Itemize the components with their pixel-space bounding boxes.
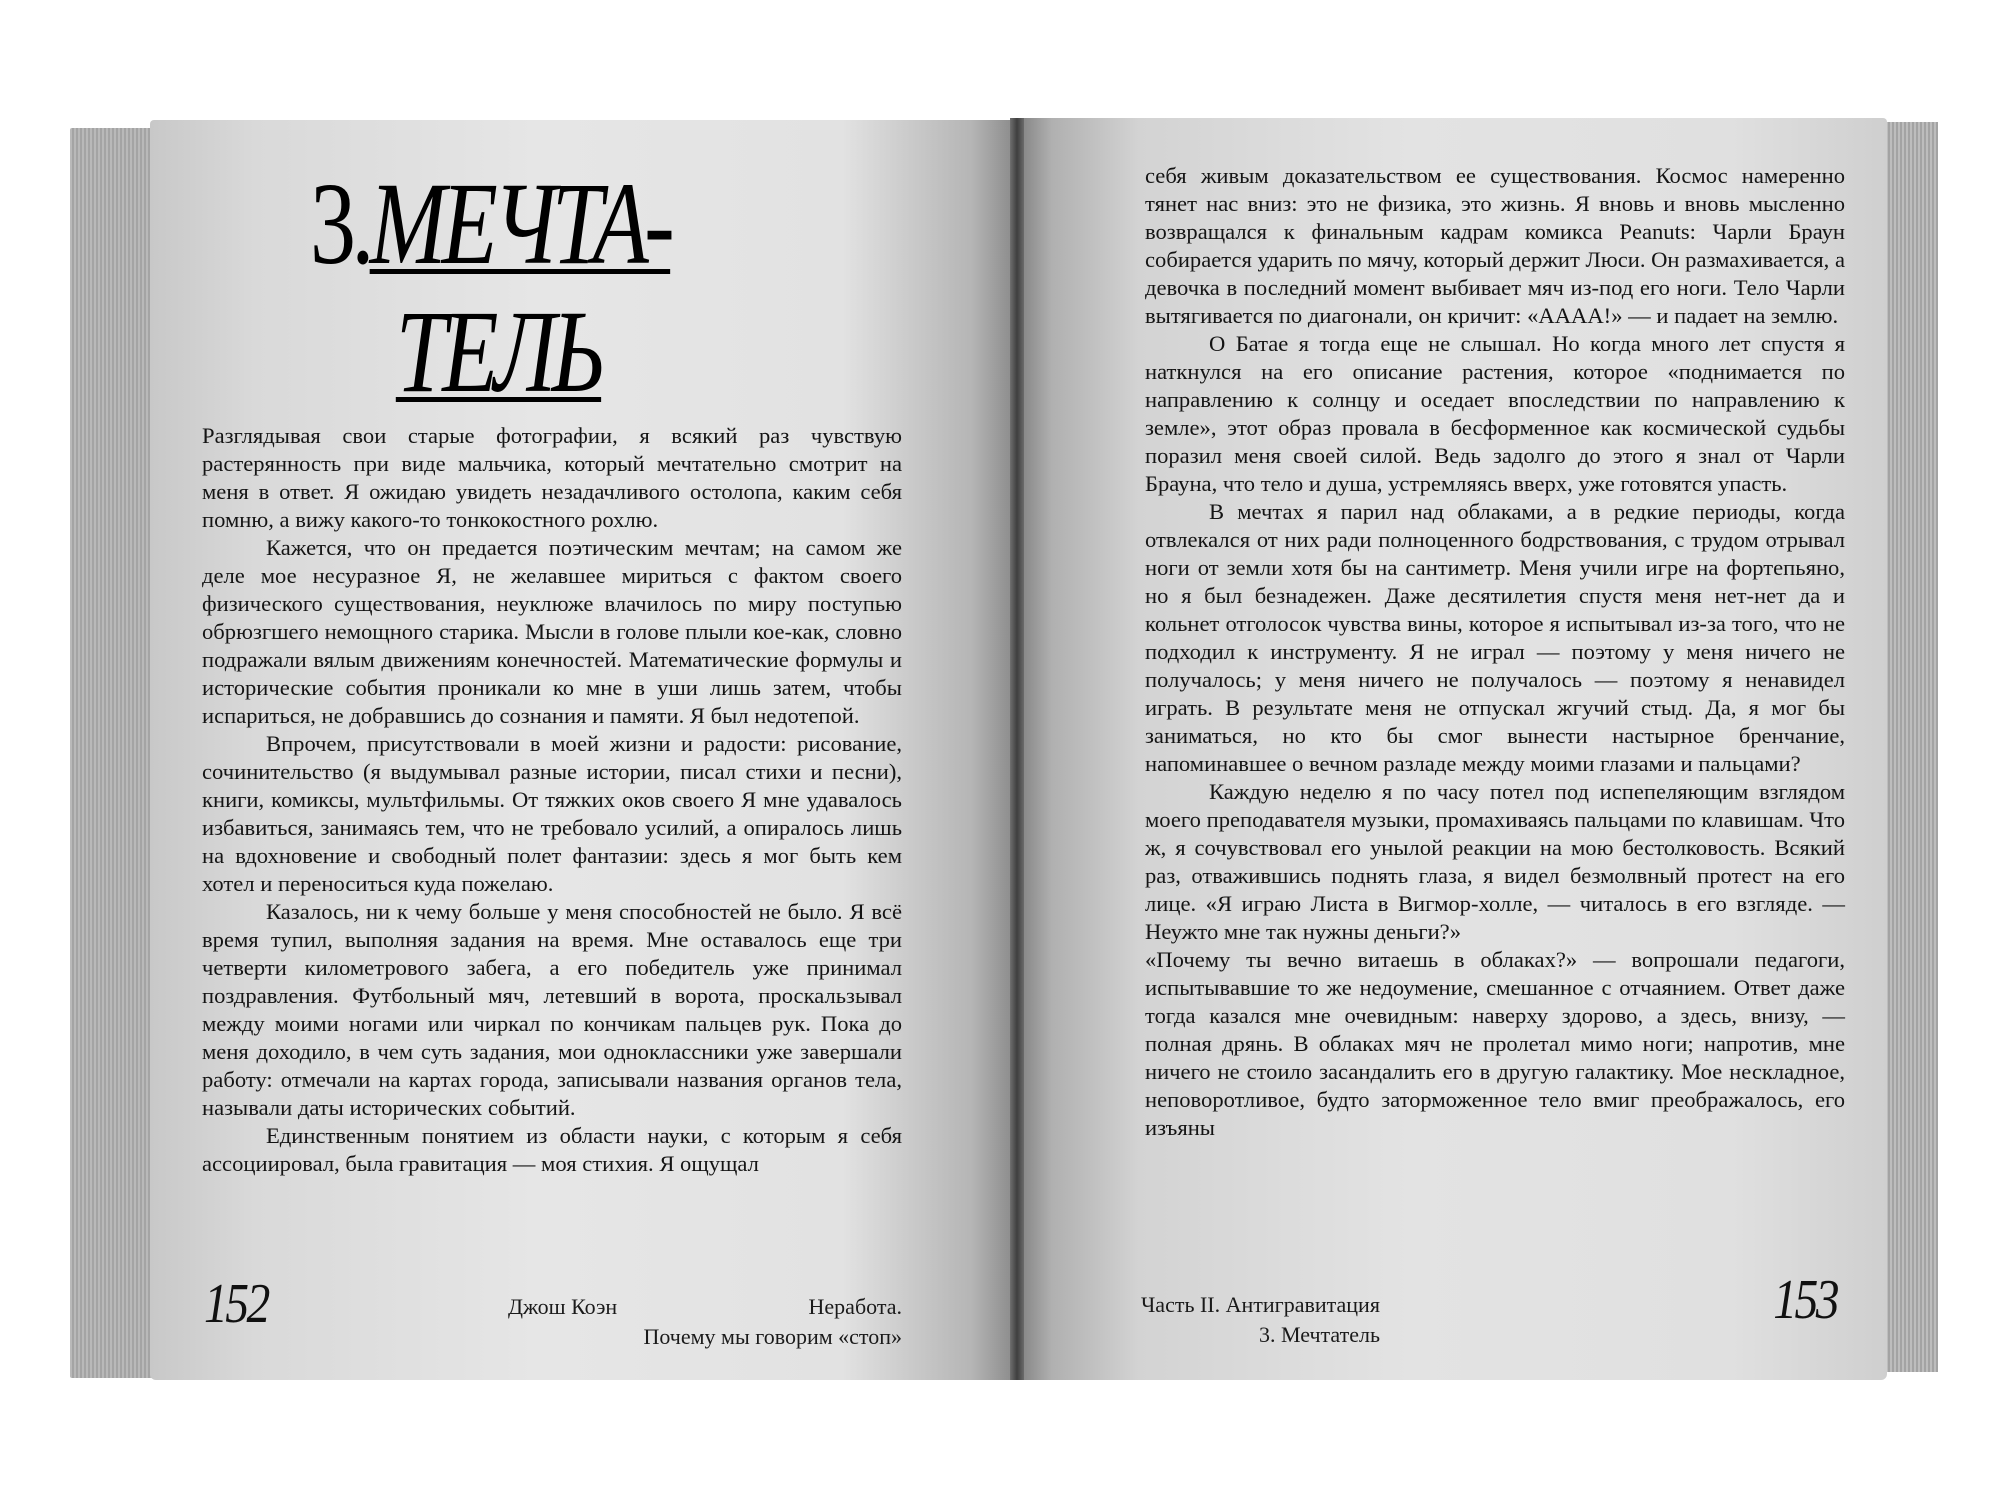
chapter-title-line1: МЕЧТА-: [369, 158, 671, 289]
paragraph: Разглядывая свои старые фотографии, я всякий раз чувствую растерянность при виде мальчика, который мечтательно смотрит на меня в ответ. Я ожидаю увидеть незадачливого остолопа, каким себя помню, а вижу какого-то тонкокостного рохлю.: [202, 423, 902, 532]
page-number-left: 152: [204, 1273, 268, 1335]
book-gutter: [1010, 118, 1024, 1380]
paragraph: Единственным понятием из области науки, с которым я себя ассоциировал, была гравитация — моя стихия. Я ощущал: [202, 1123, 902, 1176]
left-page: [150, 120, 1015, 1380]
paragraph: Каждую неделю я по часу потел под испепеляющим взглядом моего преподавателя музыки, промахиваясь пальцами по клавишам. Что ж, я сочувствовал его унылой реакции на мою бестолковость. Всякий раз, отважившись поднять глаза, я видел безмолвный протест на его лице. «Я играю Листа в Вигмор-холле, — читалось в его взгляде. — Неужто мне так нужны деньги?»: [1145, 779, 1845, 944]
running-head-part: Часть II. Антигравитация: [1141, 1292, 1380, 1317]
page-block-edge-left: [70, 128, 160, 1378]
running-head-author: Джош Коэн: [508, 1294, 618, 1319]
paragraph: Кажется, что он предается поэтическим мечтам; на самом же деле мое несуразное Я, не желавшее мириться с фактом своего физического существования, неуклюже влачилось по миру поступью обрюзгшего немощного старика. Мысли в голове плыли кое-как, словно подражали вялым движениям конечностей. Математические формулы и исторические события проникали ко мне в уши лишь затем, чтобы испариться, не добравшись до сознания и памяти. Я был недотепой.: [202, 535, 902, 728]
paragraph: О Батае я тогда еще не слышал. Но когда много лет спустя я наткнулся на его описание растения, которое «поднимается по направлению к солнцу и оседает впоследствии по направлению к земле», этот образ провала в бесформенное как космической судьбы поразил меня своей силой. Ведь задолго до этого я знал от Чарли Брауна, что тело и душа, устремляясь вверх, уже готовятся упасть.: [1145, 331, 1845, 496]
chapter-title-line2: ТЕЛЬ: [395, 286, 602, 417]
paragraph: себя живым доказательством ее существования. Космос намеренно тянет нас вниз: это не физика, это жизнь. Я вновь и вновь мысленно возвращался к финальным кадрам комикса Peanuts: Чарли Браун собирается ударить по мячу, который держит Люси. Он размахивается, а девочка в последний момент выбивает мяч из-под его ноги. Тело Чарли вытягивается по диагонали, он кричит: «АААА!» — и падает на землю.: [1145, 163, 1845, 328]
right-page-body: [1145, 162, 1845, 1142]
running-head-book-title: [560, 1292, 902, 1352]
right-page: [1017, 118, 1887, 1380]
left-page-body: [202, 422, 902, 1178]
paragraph: «Почему ты вечно витаешь в облаках?» — вопрошали педагоги, испытывавшие то же недоумение, смешанное с отчаянием. Ответ даже тогда казался мне очевидным: наверху здорово, а здесь, внизу, — полная дрянь. В облаках мяч не пролетал мимо ноги; напротив, мне ничего не стоило засандалить его в другую галактику. Мое нескладное, неповоротливое, будто заторможенное тело вмиг преображалось, его изъяны: [1145, 947, 1845, 1140]
paragraph: В мечтах я парил над облаками, а в редкие периоды, когда отвлекался от них ради полноценного бодрствования, с трудом отрывал ноги от земли хотя бы на сантиметр. Меня учили игре на фортепьяно, но я был безнадежен. Даже десятилетия спустя меня нет-нет да и кольнет отголосок чувства вины, которое я испытывал из-за того, что не подходил к инструменту. Я не играл — поэтому у меня ничего не получалось; у меня ничего не получалось — поэтому я ненавидел играть. В результате меня не отпускал жгучий стыд. Да, я мог бы заниматься, но кто бы смог вынести настырное бренчание, напоминавшее о вечном разладе между моими глазами и пальцами?: [1145, 499, 1845, 776]
running-head-chapter: 3. Мечтатель: [1259, 1322, 1381, 1347]
page-block-edge-right: [1880, 122, 1938, 1372]
running-head-book-line1: Неработа.: [808, 1294, 902, 1319]
chapter-title: [310, 160, 856, 416]
page-number-right: 153: [1773, 1269, 1837, 1331]
chapter-number: 3.: [310, 158, 370, 289]
paragraph: Казалось, ни к чему больше у меня способностей не было. Я всё время тупил, выполняя задания на время. Мне оставалось еще три четверти километрового забега, а его победитель уже принимал поздравления. Футбольный мяч, летевший в ворота, проскальзывал между моими ногами или чиркал по кончикам пальцев рук. Пока до меня доходило, в чем суть задания, мои одноклассники уже завершали работу: отмечали на картах города, записывали названия органов тела, называли даты исторических событий.: [202, 899, 902, 1120]
running-head-book-line2: Почему мы говорим «стоп»: [643, 1324, 902, 1349]
paragraph: Впрочем, присутствовали в моей жизни и радости: рисование, сочинительство (я выдумывал разные истории, писал стихи и песни), книги, комиксы, мультфильмы. От тяжких оков своего Я мне удавалось избавиться, занимаясь тем, что не требовало усилий, а опиралось лишь на вдохновение и свободный полет фантазии: здесь я мог быть кем хотел и переноситься куда пожелаю.: [202, 731, 902, 896]
